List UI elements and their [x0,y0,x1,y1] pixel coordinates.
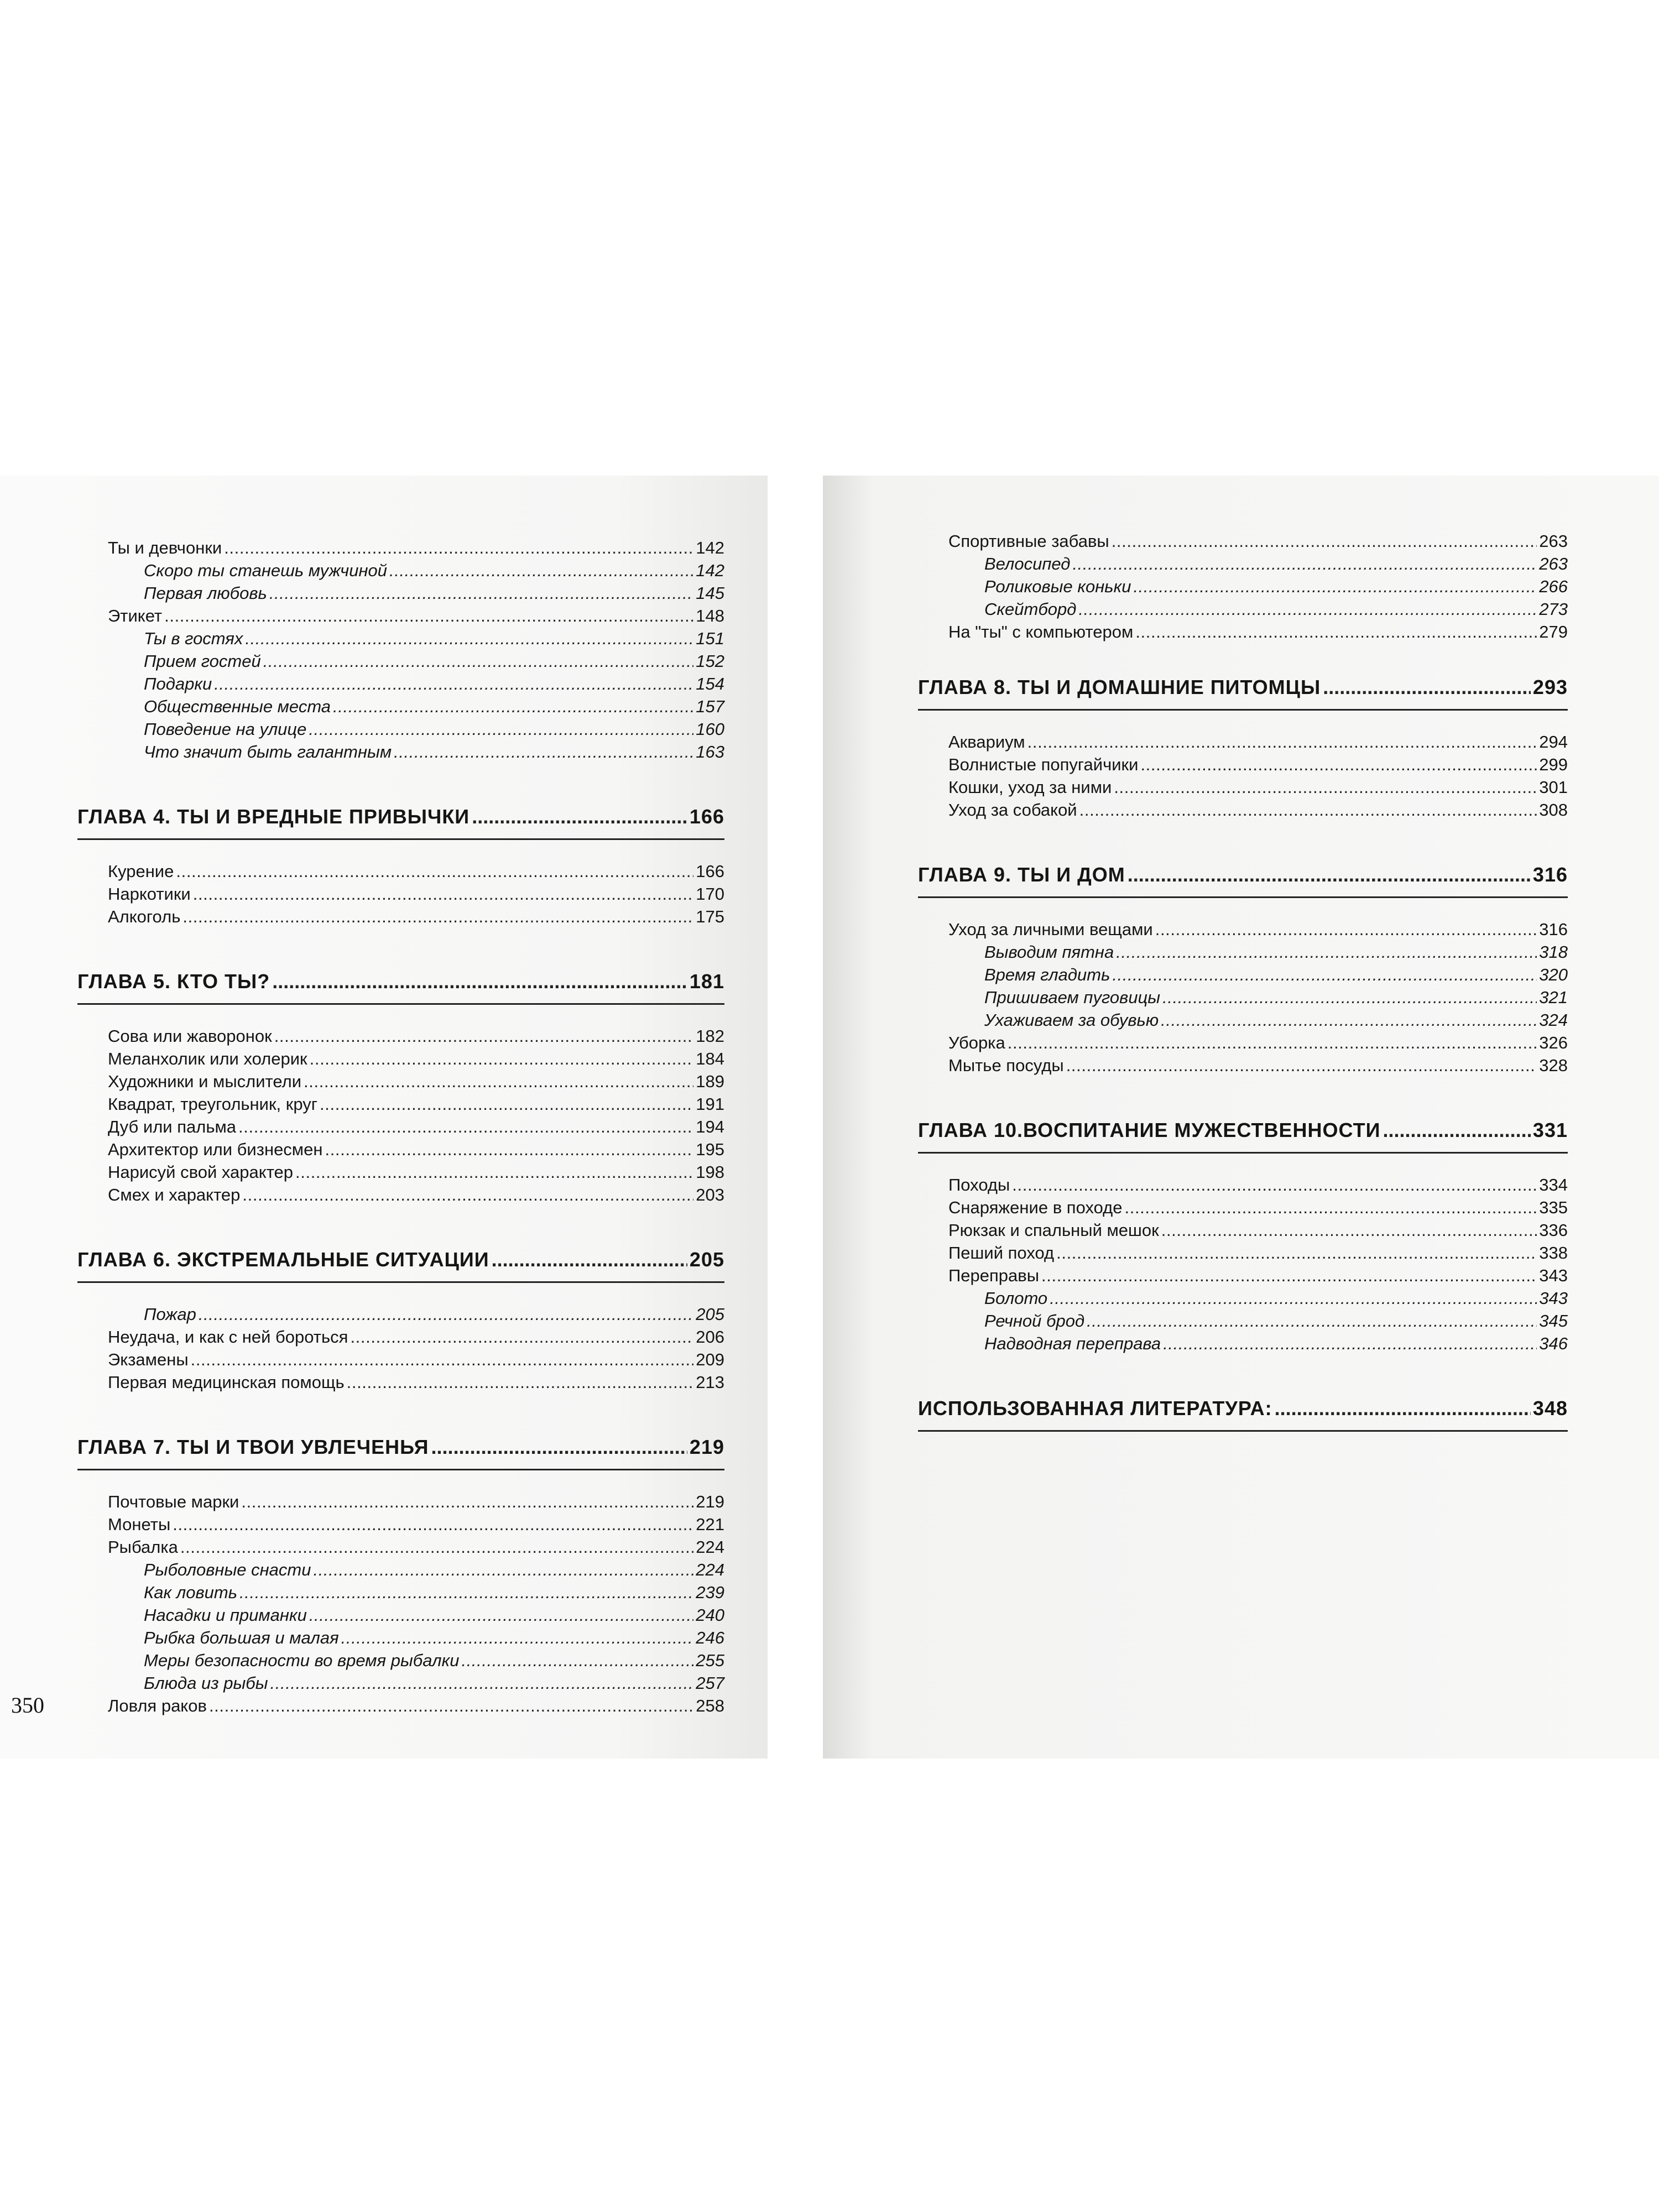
toc-entry-page: 273 [1539,599,1568,619]
dot-leader [461,1649,693,1672]
toc-entry-page: 257 [696,1673,724,1693]
toc-entry-title: Архитектор или бизнесмен [108,1140,323,1159]
dot-leader [164,604,693,627]
toc-entry-title: На "ты" с компьютером [948,622,1134,641]
dot-leader [1027,731,1537,753]
dot-leader [1161,1009,1537,1031]
toc-entry-page: 142 [696,561,724,580]
toc-entry-title: ГЛАВА 7. ТЫ И ТВОИ УВЛЕЧЕНЬЯ [77,1436,429,1458]
toc-entry-page: 175 [696,907,724,926]
toc-entry-page: 263 [1539,531,1568,551]
toc-entry-page: 263 [1539,554,1568,573]
toc-entry-page: 205 [696,1305,724,1324]
toc-entry [108,627,724,650]
dot-leader [274,1025,694,1047]
dot-leader [176,860,693,883]
toc-entry-page: 334 [1539,1175,1568,1194]
dot-leader [1066,1054,1537,1077]
toc-entry [948,575,1568,598]
toc-entry-title: Наркотики [108,884,191,904]
toc-entry-page: 335 [1539,1198,1568,1217]
chapter-rule [918,1152,1568,1154]
dot-leader [193,883,694,905]
dot-leader [1140,753,1537,776]
dot-leader [263,650,694,672]
toc-entry-page: 348 [1532,1397,1568,1420]
toc-entry-title: Рыбалка [108,1537,178,1557]
toc-entry-page: 219 [696,1492,724,1511]
toc-entry-title: Экзамены [108,1350,189,1369]
toc-entry [108,1558,724,1581]
toc-entry [948,1173,1568,1196]
toc-entry-page: 189 [696,1072,724,1091]
toc-entry-title: Велосипед [984,554,1071,573]
toc-entry [948,1009,1568,1031]
dot-leader [1133,575,1537,598]
toc-entry-title: ИСПОЛЬЗОВАННАЯ ЛИТЕРАТУРА: [918,1397,1272,1420]
toc-entry-title: Рыбка большая и малая [144,1628,339,1647]
dot-leader [1008,1031,1537,1054]
toc-entry-page: 194 [696,1117,724,1136]
toc-entry-page: 206 [696,1327,724,1347]
toc-entry-title: Пришиваем пуговицы [984,988,1161,1007]
toc-entry [108,1604,724,1626]
toc-entry-page: 191 [696,1094,724,1114]
toc-entry [108,1649,724,1672]
toc-entry-title: Первая медицинская помощь [108,1373,345,1392]
toc-entry-title: Кошки, уход за ними [948,778,1112,797]
dot-leader [182,905,693,928]
dot-leader [1125,1196,1537,1219]
toc-entry-page: 279 [1539,622,1568,641]
toc-entry-page: 338 [1539,1243,1568,1262]
toc-entry-title: Речной брод [984,1311,1085,1331]
toc-entry-page: 294 [1539,732,1568,752]
dot-leader [1056,1241,1537,1264]
toc-entry-title: Уход за собакой [948,800,1077,820]
toc-entry [948,731,1568,753]
toc-entry-page: 316 [1539,920,1568,939]
toc-entry-page: 320 [1539,965,1568,984]
toc-entry-title: Художники и мыслители [108,1072,302,1091]
toc-entry-page: 195 [696,1140,724,1159]
left-toc-list [77,536,724,1717]
toc-entry [948,753,1568,776]
toc-entry-page: 343 [1539,1288,1568,1308]
dot-leader [431,1428,687,1467]
toc-entry-title: Мытье посуды [948,1056,1064,1075]
toc-entry-page: 203 [696,1185,724,1204]
toc-entry [948,941,1568,963]
dot-leader [347,1371,694,1394]
toc-entry-title: Алкоголь [108,907,181,926]
dot-leader [1163,1332,1537,1355]
toc-entry-page: 209 [696,1350,724,1369]
toc-entry-title: Что значит быть галантным [144,742,392,761]
toc-entry-title: Меланхолик или холерик [108,1049,307,1068]
dot-leader [1087,1310,1537,1332]
dot-leader [1114,776,1537,799]
toc-entry [948,776,1568,799]
dot-leader [1072,552,1537,575]
chapter-heading [918,1389,1568,1428]
toc-entry [108,1513,724,1536]
toc-entry-page: 318 [1539,942,1568,962]
toc-entry-title: ГЛАВА 5. КТО ТЫ? [77,970,270,993]
toc-entry-title: ГЛАВА 4. ТЫ И ВРЕДНЫЕ ПРИВЫЧКИ [77,805,470,828]
toc-entry [948,1287,1568,1310]
dot-leader [325,1138,693,1161]
toc-entry-page: 308 [1539,800,1568,820]
toc-entry [948,1310,1568,1332]
dot-leader [350,1326,693,1348]
toc-entry-page: 345 [1539,1311,1568,1331]
toc-entry [108,1694,724,1717]
toc-entry-title: Походы [948,1175,1010,1194]
toc-entry [108,1348,724,1371]
toc-entry-page: 240 [696,1605,724,1625]
toc-entry-title: Пожар [144,1305,196,1324]
dot-leader [304,1070,693,1093]
dot-leader [224,536,693,559]
dot-leader [1135,620,1537,643]
toc-entry [948,1332,1568,1355]
toc-entry [108,1626,724,1649]
toc-entry-title: Насадки и приманки [144,1605,307,1625]
toc-entry [948,799,1568,821]
toc-entry-page: 239 [696,1583,724,1602]
toc-entry [948,1219,1568,1241]
toc-entry-title: Ты в гостях [144,629,243,648]
toc-entry [948,986,1568,1009]
dot-leader [245,627,693,650]
dot-leader [341,1626,694,1649]
toc-entry-title: Курение [108,862,174,881]
toc-entry-title: Уход за личными вещами [948,920,1153,939]
toc-entry [108,1183,724,1206]
toc-entry-title: Пеший поход [948,1243,1055,1262]
toc-entry [108,883,724,905]
toc-entry-page: 205 [689,1248,724,1271]
dot-leader [1050,1287,1537,1310]
chapter-rule [77,1469,724,1470]
dot-leader [310,1047,694,1070]
toc-entry-title: Рюкзак и спальный мешок [948,1220,1159,1240]
toc-entry-title: Подарки [144,674,212,693]
dot-leader [1161,1219,1537,1241]
toc-entry-page: 170 [696,884,724,904]
dot-leader [238,1115,693,1138]
toc-entry [108,860,724,883]
toc-entry [108,1672,724,1694]
toc-entry-title: Скейтборд [984,599,1077,619]
dot-leader [1323,668,1531,707]
toc-entry-title: ГЛАВА 8. ТЫ И ДОМАШНИЕ ПИТОМЦЫ [918,676,1321,698]
toc-entry [948,1264,1568,1287]
chapter-heading [77,1240,724,1279]
toc-entry-title: Как ловить [144,1583,238,1602]
toc-entry [108,1581,724,1604]
toc-entry-title: Спортивные забавы [948,531,1109,551]
toc-entry-page: 343 [1539,1266,1568,1285]
dot-leader [272,962,687,1001]
dot-leader [492,1240,687,1279]
toc-entry-page: 331 [1532,1119,1568,1141]
toc-entry-page: 219 [689,1436,724,1458]
chapter-heading [918,668,1568,707]
toc-entry-title: Ловля раков [108,1696,207,1715]
toc-entry-page: 181 [689,970,724,993]
toc-entry [108,604,724,627]
toc-entry-title: Монеты [108,1515,171,1534]
toc-entry [948,1196,1568,1219]
toc-entry [108,905,724,928]
dot-leader [389,559,693,582]
toc-entry [108,1115,724,1138]
toc-entry-title: Надводная переправа [984,1334,1161,1353]
toc-entry [108,1371,724,1394]
chapter-heading [77,1428,724,1467]
toc-entry-page: 324 [1539,1010,1568,1030]
dot-leader [191,1348,694,1371]
dot-leader [1128,855,1531,894]
toc-entry [108,650,724,672]
toc-entry-page: 148 [696,606,724,625]
toc-entry-title: Этикет [108,606,163,625]
dot-leader [1041,1264,1537,1287]
dot-leader [333,695,693,718]
toc-entry-title: Сова или жаворонок [108,1026,272,1046]
toc-entry [948,1054,1568,1077]
toc-entry-page: 255 [696,1651,724,1670]
toc-entry-title: Роликовые коньки [984,577,1131,596]
toc-entry-page: 224 [696,1537,724,1557]
toc-entry-title: Дуб или пальма [108,1117,237,1136]
toc-entry-page: 163 [696,742,724,761]
chapter-heading [77,797,724,836]
chapter-rule [918,1430,1568,1432]
toc-entry-page: 321 [1539,988,1568,1007]
dot-leader [320,1093,693,1115]
page-number: 350 [11,1693,44,1718]
toc-entry-page: 213 [696,1373,724,1392]
toc-entry [108,1326,724,1348]
toc-entry-title: Блюда из рыбы [144,1673,268,1693]
chapter-rule [77,838,724,840]
toc-entry-title: ГЛАВА 6. ЭКСТРЕМАЛЬНЫЕ СИТУАЦИИ [77,1248,489,1271]
toc-entry-title: Скоро ты станешь мужчиной [144,561,387,580]
toc-entry [948,1031,1568,1054]
toc-entry-title: Болото [984,1288,1048,1308]
toc-entry-page: 198 [696,1162,724,1182]
dot-leader [209,1694,693,1717]
dot-leader [472,797,687,836]
toc-entry-title: Волнистые попугайчики [948,755,1139,774]
toc-entry [108,1138,724,1161]
toc-entry-title: Поведение на улице [144,719,307,739]
toc-entry-page: 221 [696,1515,724,1534]
toc-entry [948,918,1568,941]
dot-leader [199,1303,693,1326]
toc-entry-page: 258 [696,1696,724,1715]
toc-entry [108,582,724,604]
dot-leader [1162,986,1537,1009]
toc-entry-title: Почтовые марки [108,1492,239,1511]
toc-entry-page: 266 [1539,577,1568,596]
dot-leader [1112,963,1537,986]
toc-entry [948,530,1568,552]
toc-entry [108,1093,724,1115]
toc-entry-title: Ты и девчонки [108,538,222,557]
dot-leader [309,718,693,740]
toc-entry [108,1490,724,1513]
toc-entry-page: 160 [696,719,724,739]
toc-entry-title: Ухаживаем за обувью [984,1010,1159,1030]
toc-entry [108,672,724,695]
toc-entry-page: 182 [696,1026,724,1046]
dot-leader [214,672,693,695]
dot-leader [1078,598,1537,620]
chapter-rule [918,709,1568,711]
toc-entry-title: ГЛАВА 10.ВОСПИТАНИЕ МУЖЕСТВЕННОСТИ [918,1119,1381,1141]
dot-leader [241,1490,693,1513]
toc-entry [108,1303,724,1326]
chapter-rule [77,1003,724,1005]
toc-entry-page: 224 [696,1560,724,1579]
toc-entry [948,1241,1568,1264]
toc-entry-page: 154 [696,674,724,693]
toc-entry-title: Выводим пятна [984,942,1114,962]
toc-entry-title: Квадрат, треугольник, круг [108,1094,318,1114]
chapter-rule [77,1281,724,1283]
toc-entry-title: Рыболовные снасти [144,1560,311,1579]
toc-entry-page: 293 [1532,676,1568,698]
dot-leader [1275,1389,1531,1428]
toc-entry [108,1536,724,1558]
dot-leader [269,582,693,604]
toc-entry-page: 166 [689,805,724,828]
toc-entry-title: Меры безопасности во время рыбалки [144,1651,460,1670]
dot-leader [1155,918,1537,941]
toc-entry [108,559,724,582]
dot-leader [242,1183,693,1206]
toc-entry [948,552,1568,575]
toc-entry [948,620,1568,643]
toc-entry-title: Снаряжение в походе [948,1198,1123,1217]
toc-entry-page: 328 [1539,1056,1568,1075]
toc-entry-title: Общественные места [144,697,331,716]
dot-leader [1116,941,1537,963]
toc-entry-page: 157 [696,697,724,716]
toc-entry-page: 151 [696,629,724,648]
toc-entry [108,1047,724,1070]
toc-entry-title: Нарисуй свой характер [108,1162,294,1182]
toc-entry [108,740,724,763]
dot-leader [270,1672,694,1694]
dot-leader [313,1558,693,1581]
toc-entry-page: 152 [696,651,724,671]
chapter-heading [918,1111,1568,1150]
toc-entry [108,1161,724,1183]
toc-entry-page: 166 [696,862,724,881]
dot-leader [394,740,693,763]
dot-leader [173,1513,693,1536]
chapter-heading [77,962,724,1001]
toc-entry [948,963,1568,986]
dot-leader [180,1536,693,1558]
toc-entry [108,536,724,559]
toc-entry-title: Уборка [948,1033,1005,1052]
dot-leader [1079,799,1537,821]
toc-entry-page: 346 [1539,1334,1568,1353]
toc-entry-title: ГЛАВА 9. ТЫ И ДОМ [918,863,1125,886]
dot-leader [295,1161,693,1183]
toc-entry-page: 145 [696,583,724,603]
toc-entry-title: Аквариум [948,732,1025,752]
toc-entry [108,1025,724,1047]
toc-entry [108,695,724,718]
toc-entry-page: 142 [696,538,724,557]
toc-entry-title: Смех и характер [108,1185,241,1204]
chapter-heading [918,855,1568,894]
chapter-rule [918,896,1568,898]
right-toc-list [918,530,1568,1452]
toc-entry-page: 326 [1539,1033,1568,1052]
toc-entry-title: Неудача, и как с ней бороться [108,1327,348,1347]
toc-entry-title: Время гладить [984,965,1110,984]
toc-entry-page: 299 [1539,755,1568,774]
toc-entry-title: Переправы [948,1266,1040,1285]
toc-entry-title: Первая любовь [144,583,267,603]
toc-entry [948,598,1568,620]
toc-entry-page: 316 [1532,863,1568,886]
toc-entry-page: 301 [1539,778,1568,797]
toc-entry-title: Прием гостей [144,651,261,671]
toc-entry-page: 184 [696,1049,724,1068]
toc-entry-page: 246 [696,1628,724,1647]
dot-leader [239,1581,693,1604]
toc-entry [108,718,724,740]
dot-leader [1012,1173,1537,1196]
dot-leader [1112,530,1537,552]
toc-entry-page: 336 [1539,1220,1568,1240]
toc-entry [108,1070,724,1093]
dot-leader [309,1604,693,1626]
dot-leader [1383,1111,1530,1150]
